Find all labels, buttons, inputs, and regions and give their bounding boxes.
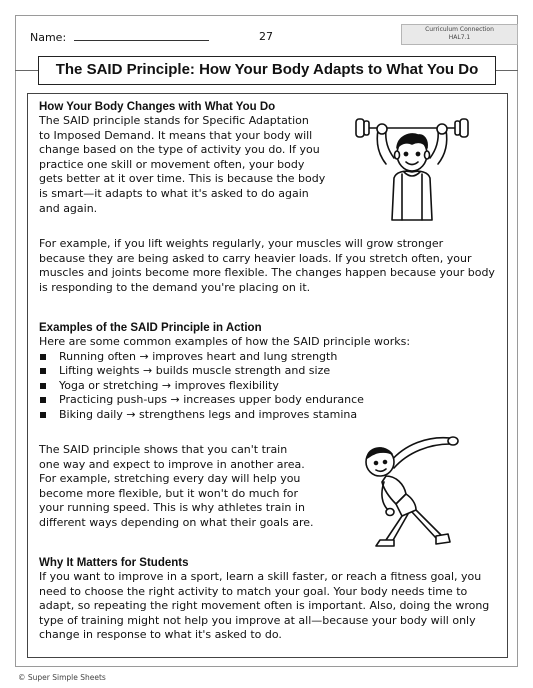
text-line: gets better at it over time. This is because the body bbox=[39, 172, 326, 186]
text-line: is smart—it adapts to what it's asked to do again bbox=[39, 186, 309, 200]
worksheet-title: The SAID Principle: How Your Body Adapts to What You Do bbox=[38, 56, 496, 85]
text-line: For example, stretching every day will help you bbox=[39, 472, 301, 486]
text-line: because they are being asked to carry heavier loads. If you stretch often, your bbox=[39, 251, 472, 265]
section2-heading: Examples of the SAID Principle in Action bbox=[39, 322, 262, 334]
text-line: The SAID principle stands for Specific Adaptation bbox=[39, 114, 309, 127]
text-line: The SAID principle shows that you can't train bbox=[39, 443, 288, 456]
text-line: type of training might not help you improve at all—because your body will only bbox=[39, 613, 476, 627]
section1-block bbox=[39, 100, 349, 216]
list-item: Biking daily → strengthens legs and improves stamina bbox=[39, 408, 509, 423]
list-item: Yoga or stretching → improves flexibility bbox=[39, 379, 509, 394]
text-line: change based on the type of activity you do. If you bbox=[39, 143, 320, 157]
section4-block bbox=[39, 556, 509, 643]
curriculum-code: HAL7.1 bbox=[448, 34, 471, 41]
text-line: adapt, so repeating the right movement often is important. Also, doing the wrong bbox=[39, 599, 490, 613]
text-line: need to choose the right activity to match your goal. Your body needs time to bbox=[39, 584, 468, 598]
weightlifter-illustration bbox=[352, 108, 472, 226]
text-line: your running speed. This is why athletes train in bbox=[39, 501, 305, 515]
list-item: Running often → improves heart and lung strength bbox=[39, 350, 509, 365]
stretching-kid-illustration bbox=[350, 432, 480, 554]
text-line: to Imposed Demand. It means that your body will bbox=[39, 128, 313, 142]
text-line: practice one skill or movement often, your body bbox=[39, 157, 305, 171]
section4-heading: Why It Matters for Students bbox=[39, 557, 189, 569]
text-line: and again. bbox=[39, 201, 98, 215]
list-item: Lifting weights → builds muscle strength and size bbox=[39, 364, 509, 379]
curriculum-connection-box bbox=[401, 24, 518, 45]
text-line: is responding to the demand you're placing on it. bbox=[39, 280, 311, 294]
section1-heading: How Your Body Changes with What You Do bbox=[39, 101, 276, 113]
text-line: change in response to what it's asked to do. bbox=[39, 628, 282, 642]
list-item: Practicing push-ups → increases upper body endurance bbox=[39, 393, 509, 408]
page-number: 27 bbox=[259, 30, 273, 43]
name-field-label bbox=[30, 31, 209, 44]
name-label-text: Name: bbox=[30, 31, 70, 44]
section2-block bbox=[39, 321, 509, 423]
text-line: If you want to improve in a sport, learn a skill faster, or reach a fitness goal, you bbox=[39, 570, 482, 583]
examples-list bbox=[39, 350, 509, 423]
section2-intro: Here are some common examples of how the SAID principle works: bbox=[39, 335, 411, 348]
name-input-line[interactable] bbox=[74, 31, 209, 41]
section1-paragraph2 bbox=[39, 237, 509, 295]
copyright-footer: © Super Simple Sheets bbox=[18, 673, 106, 682]
curriculum-title: Curriculum Connection bbox=[425, 26, 494, 33]
text-line: muscles and joints become more flexible. The changes happen because your body bbox=[39, 266, 495, 280]
text-line: one way and expect to improve in another area. bbox=[39, 457, 305, 471]
text-line: become more flexible, but it won't do much for bbox=[39, 486, 299, 500]
section1-paragraph1 bbox=[39, 114, 349, 216]
text-line: different ways depending on what their goals are. bbox=[39, 515, 314, 529]
section3-block bbox=[39, 443, 339, 531]
text-line: For example, if you lift weights regularly, your muscles will grow stronger bbox=[39, 237, 444, 250]
